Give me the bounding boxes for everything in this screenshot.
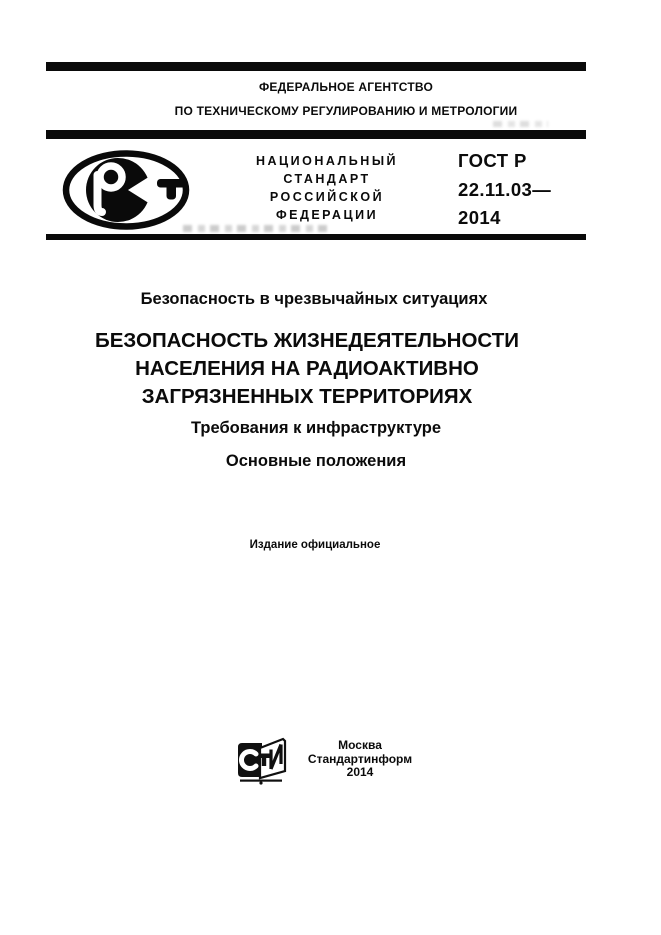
main-title-line-2: НАСЕЛЕНИЯ НА РАДИОАКТИВНО: [135, 357, 479, 380]
main-title-line-1: БЕЗОПАСНОСТЬ ЖИЗНЕДЕЯТЕЛЬНОСТИ: [95, 329, 519, 352]
standard-type-line-3: РОССИЙСКОЙ: [269, 190, 385, 204]
designation-line-1: ГОСТ Р: [458, 150, 527, 171]
imprint-city: Москва: [338, 738, 382, 752]
subtitle-requirements: Требования к инфраструктуре: [190, 419, 442, 437]
scan-artifact: [493, 121, 548, 127]
standard-type-line-4: ФЕДЕРАЦИИ: [275, 208, 379, 222]
standard-type-line-1: НАЦИОНАЛЬНЫЙ: [255, 154, 399, 168]
designation-line-3: 2014: [458, 207, 501, 228]
agency-line-1: ФЕДЕРАЛЬНОЕ АГЕНТСТВО: [258, 80, 433, 94]
agency-line-2: ПО ТЕХНИЧЕСКОМУ РЕГУЛИРОВАНИЮ И МЕТРОЛОГИИ: [174, 104, 518, 118]
edition-note: Издание официальное: [249, 539, 381, 551]
middle-rule: [46, 130, 586, 139]
standard-designation: [458, 147, 588, 233]
imprint: [290, 739, 430, 780]
rst-certification-mark-icon: [62, 150, 190, 230]
main-title: [37, 327, 577, 411]
masthead: [46, 139, 586, 234]
standard-type-line-2: СТАНДАРТ: [283, 172, 371, 186]
designation-line-2: 22.11.03—: [458, 178, 552, 200]
standartinform-logo-icon: [235, 736, 288, 785]
subject-line: Безопасность в чрезвычайных ситуациях: [140, 290, 488, 308]
bottom-rule: [46, 234, 586, 240]
main-title-line-3: ЗАГРЯЗНЕННЫХ ТЕРРИТОРИЯХ: [141, 385, 473, 408]
subtitle-provisions: Основные положения: [225, 452, 407, 470]
imprint-year: 2014: [346, 765, 374, 779]
standard-type: [227, 152, 427, 224]
imprint-publisher: Стандартинформ: [307, 751, 413, 766]
scan-artifact: [183, 225, 333, 232]
top-rule: [46, 62, 586, 71]
